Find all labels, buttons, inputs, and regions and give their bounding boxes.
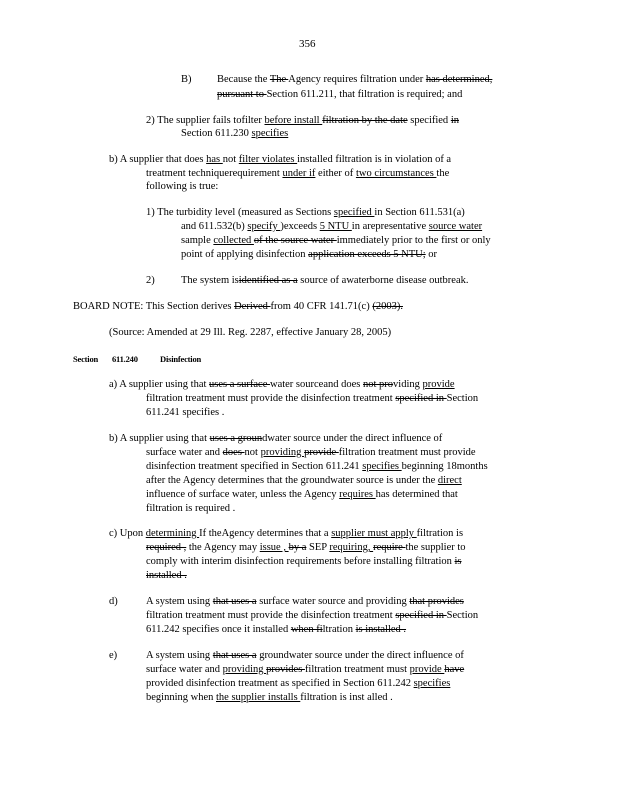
paragraph-line <box>217 88 462 102</box>
paragraph-line <box>109 527 463 541</box>
text-run: surface water and <box>146 664 223 675</box>
text-run: b) A supplier that does <box>109 154 207 165</box>
text-run: and 611.532(b) <box>181 221 248 232</box>
inserted-text: specify <box>247 221 281 232</box>
paragraph-line <box>146 206 465 220</box>
paragraph-line <box>146 406 224 420</box>
inserted-text: requiring, <box>329 542 374 553</box>
text-run: Agency requires filtration under <box>288 74 426 85</box>
section-number <box>112 352 138 366</box>
text-run: in Section 611.531(a) <box>374 207 465 218</box>
text-run: c) Upon <box>109 528 146 539</box>
paragraph-line <box>181 220 482 234</box>
text-run: Section 611.230 <box>181 128 252 139</box>
deleted-text: have <box>444 664 465 675</box>
paragraph-line <box>217 73 492 87</box>
inserted-text: determining <box>145 528 200 539</box>
paragraph-line <box>181 234 491 248</box>
text-run: ltration <box>322 624 356 635</box>
deleted-text: has determined, <box>425 74 493 85</box>
paragraph-line <box>181 248 437 262</box>
text-run: beginning 18months <box>401 461 488 472</box>
text-run: Section <box>446 393 479 404</box>
deleted-text: required , <box>146 542 187 553</box>
paragraph-line <box>146 609 478 623</box>
deleted-text: when fi <box>290 624 323 635</box>
paragraph-line <box>146 180 218 194</box>
text-run: 2) The supplier fails tofilter <box>146 115 265 126</box>
paragraph-line <box>181 274 469 288</box>
text-run: or <box>425 249 438 260</box>
inserted-text: the supplier installs <box>216 692 301 703</box>
text-run: Section 611.211, that filtration is required; and <box>266 89 463 100</box>
paragraph-line <box>146 474 462 488</box>
paragraph-line <box>146 488 458 502</box>
text-run: immediately prior to the first or only <box>336 235 491 246</box>
text-run: the supplier to <box>405 542 466 553</box>
inserted-text: providing <box>260 447 305 458</box>
text-run: not <box>244 447 261 458</box>
text-run: installed filtration is in violation of a <box>297 154 452 165</box>
text-run: provided disinfection treatment as specified in Section 611.242 <box>146 678 414 689</box>
page-number: 356 <box>299 38 316 50</box>
paragraph-line <box>146 691 393 705</box>
inserted-text: has <box>206 154 223 165</box>
text-run: the <box>436 168 450 179</box>
text-run: dwater source under the direct influence of <box>262 433 443 444</box>
paragraph-line <box>109 595 118 609</box>
paragraph-line <box>146 274 155 288</box>
text-run: surface water and <box>146 447 223 458</box>
text-run: A system using <box>146 596 213 607</box>
text-run: 2) <box>146 275 155 286</box>
paragraph-line <box>181 73 192 87</box>
text-run: (Source: Amended at 29 Ill. Reg. 2287, effective January 28, 2005) <box>109 327 392 338</box>
text-run: 611.241 specifies . <box>146 407 225 418</box>
text-run: disinfection treatment specified in Section 611.241 <box>146 461 363 472</box>
text-run: beginning when <box>146 692 216 703</box>
paragraph-line <box>109 153 451 167</box>
paragraph-line <box>146 677 450 691</box>
inserted-text: issue , <box>259 542 289 553</box>
board-note <box>73 300 403 314</box>
text-run: not <box>222 154 239 165</box>
text-run: The system is <box>181 275 239 286</box>
text-run: water sourceand does <box>269 379 363 390</box>
deleted-text: provides <box>266 664 305 675</box>
paragraph-line <box>146 460 488 474</box>
text-run: filtration is inst alled . <box>300 692 393 703</box>
text-run: d) <box>109 596 118 607</box>
text-run: in arepresentative <box>351 221 429 232</box>
text-run: after the Agency determines that the groundwater source is under the <box>146 475 438 486</box>
text-run: groundwater source under the direct influence of <box>256 650 464 661</box>
deleted-text: not pro <box>363 379 394 390</box>
text-run: point of applying disinfection <box>181 249 309 260</box>
deleted-text: that uses a <box>212 596 257 607</box>
deleted-text: filtration by the date <box>322 115 408 126</box>
text-run: specified <box>407 115 451 126</box>
text-run: Section <box>446 610 479 621</box>
text-run: has determined that <box>375 489 458 500</box>
text-run: treatment techniquerequirement <box>146 168 283 179</box>
paragraph-line <box>109 649 117 663</box>
deleted-text: does <box>222 447 245 458</box>
inserted-text: requires <box>339 489 376 500</box>
inserted-text: 5 NTU <box>319 221 352 232</box>
text-run: influence of surface water, unless the Agency <box>146 489 340 500</box>
inserted-text: specifies <box>362 461 402 472</box>
deleted-text: by a <box>288 542 307 553</box>
inserted-text: two circumstances <box>355 168 437 179</box>
deleted-text: that provides <box>409 596 464 607</box>
inserted-text: specified <box>333 207 375 218</box>
deleted-text: require <box>373 542 406 553</box>
deleted-text: is installed . <box>355 624 407 635</box>
text-run: )exceeds <box>280 221 320 232</box>
paragraph-line <box>146 446 476 460</box>
text-run: filtration treatment must provide the disinfection treatment <box>146 393 396 404</box>
paragraph-line <box>146 663 464 677</box>
inserted-text: specifies <box>413 678 451 689</box>
inserted-text: filter violates <box>238 154 298 165</box>
section-heading <box>160 352 201 366</box>
text-run: filtration treatment must provide <box>338 447 476 458</box>
text-run: surface water source and providing <box>256 596 410 607</box>
inserted-text: specifies <box>251 128 289 139</box>
text-run: b) A supplier using that <box>109 433 210 444</box>
text-run: source of awaterborne disease outbreak. <box>297 275 469 286</box>
text-run: a) A supplier using that <box>109 379 210 390</box>
paragraph-line <box>146 541 466 555</box>
text-run: SEP <box>306 542 330 553</box>
text-run: BOARD NOTE: This Section derives <box>73 301 235 312</box>
text-run: 611.242 specifies once it installed <box>146 624 291 635</box>
inserted-text: direct <box>437 475 462 486</box>
text-run: Section <box>73 354 99 364</box>
deleted-text: application exceeds 5 NTU; <box>308 249 426 260</box>
paragraph-line <box>181 127 288 141</box>
deleted-text: uses a surface <box>209 379 270 390</box>
text-run: Because the <box>217 74 270 85</box>
text-run: A system using <box>146 650 213 661</box>
text-run: filtration treatment must provide the disinfection treatment <box>146 610 396 621</box>
deleted-text: The <box>269 74 289 85</box>
text-run: filtration is <box>416 528 464 539</box>
text-run: from 40 CFR 141.71(c) <box>270 301 373 312</box>
inserted-text: provide <box>409 664 445 675</box>
inserted-text: source water <box>428 221 483 232</box>
paragraph-line <box>146 649 464 663</box>
deleted-text: uses a groun <box>209 433 263 444</box>
section-label <box>73 352 98 366</box>
text-run: viding <box>393 379 423 390</box>
deleted-text: specified in <box>395 393 447 404</box>
deleted-text: (2003). <box>372 301 403 312</box>
deleted-text: provide <box>304 447 339 458</box>
text-run: Disinfection <box>160 354 202 364</box>
inserted-text: supplier must apply <box>331 528 417 539</box>
paragraph-line <box>146 595 464 609</box>
inserted-text: providing <box>222 664 267 675</box>
paragraph-line <box>109 378 455 392</box>
paragraph-line <box>146 114 459 128</box>
text-run: filtration treatment must <box>304 664 410 675</box>
text-run: the Agency may <box>186 542 260 553</box>
text-run: sample <box>181 235 214 246</box>
deleted-text: specified in <box>395 610 447 621</box>
deleted-text: is <box>454 556 462 567</box>
inserted-text: provide <box>422 379 455 390</box>
deleted-text: installed . <box>146 570 187 581</box>
deleted-text: identified as a <box>238 275 298 286</box>
paragraph-line <box>146 623 406 637</box>
text-run: e) <box>109 650 118 661</box>
source-note <box>109 326 391 340</box>
paragraph-line <box>146 167 449 181</box>
deleted-text: that uses a <box>212 650 257 661</box>
paragraph-line <box>146 569 187 583</box>
inserted-text: under if <box>282 168 316 179</box>
deleted-text: Derived <box>234 301 271 312</box>
text-run: B) <box>181 74 192 85</box>
text-run: comply with interim disinfection requirements before installing filtration <box>146 556 455 567</box>
paragraph-line <box>109 432 442 446</box>
text-run: either of <box>315 168 356 179</box>
paragraph-line <box>146 502 235 516</box>
deleted-text: pursuant to <box>217 89 267 100</box>
text-run: 611.240 <box>112 354 138 364</box>
text-run: If theAgency determines that a <box>199 528 332 539</box>
deleted-text: in <box>450 115 459 126</box>
paragraph-line <box>146 392 478 406</box>
inserted-text: before install <box>264 115 323 126</box>
paragraph-line <box>146 555 462 569</box>
text-run: following is true: <box>146 181 219 192</box>
text-run: filtration is required . <box>146 503 236 514</box>
inserted-text: collected <box>213 235 254 246</box>
text-run: 1) The turbidity level (measured as Sections <box>146 207 334 218</box>
deleted-text: of the source water <box>253 235 337 246</box>
